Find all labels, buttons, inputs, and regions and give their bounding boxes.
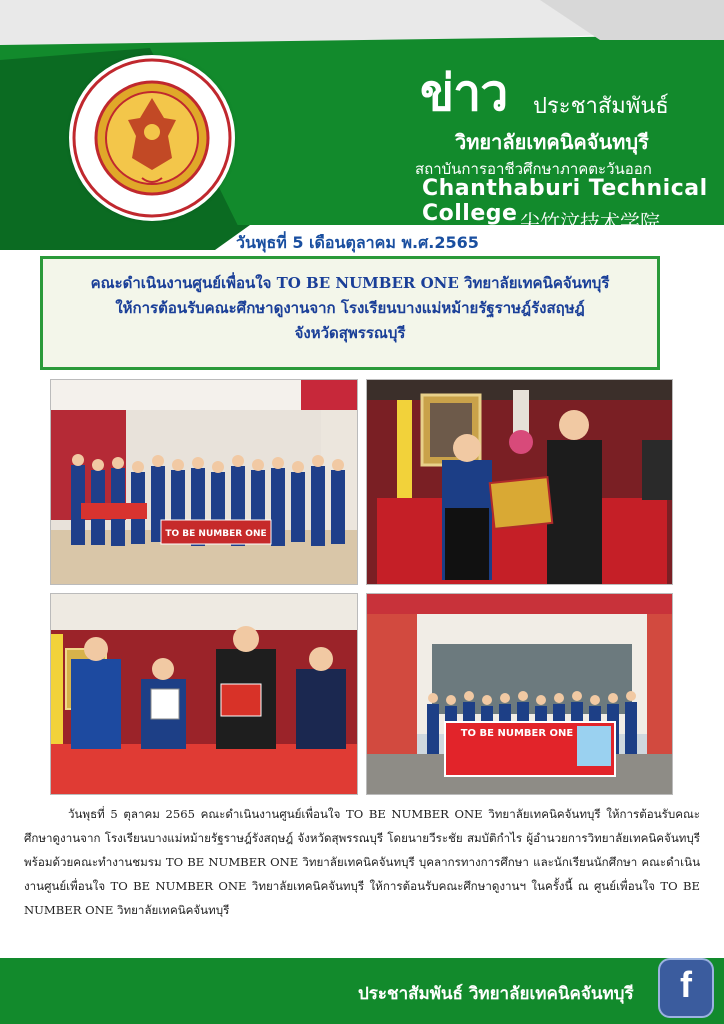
photo-mou-signing — [51, 594, 357, 794]
headline-line-1: คณะดำเนินงานศูนย์เพื่อนใจ TO BE NUMBER ONE วิทยาลัยเทคนิคจันทบุรี — [90, 274, 610, 292]
headline-box — [40, 256, 660, 370]
institute-name: สถาบันการอาชีวศึกษาภาคตะวันออก — [415, 160, 652, 178]
photo-1-banner: TO BE NUMBER ONE — [165, 529, 267, 539]
photo-4-banner: TO BE NUMBER ONE — [460, 728, 574, 739]
facebook-icon[interactable] — [660, 960, 712, 1016]
facebook-glyph: f — [680, 964, 692, 1005]
headline-line-3: จังหวัดสุพรรณบุรี — [294, 324, 406, 342]
photo-group-outdoor — [367, 594, 672, 794]
photo-group-indoor — [51, 380, 357, 584]
college-name-cn: 尖竹汶技术学院 — [520, 210, 660, 234]
college-name-en: Chanthaburi Technical College — [422, 176, 708, 226]
news-body-paragraph: วันพุธที่ 5 ตุลาคม 2565 คณะดำเนินงานศูนย์เพื่อนใจ TO BE NUMBER ONE วิทยาลัยเทคนิคจันทบุรี ให้การต้อนรับคณะศึกษาดูงานจาก โรงเรียนบางแม่หม้ายรัฐราษฎ์รังสฤษฎ์ จังหวัดสุพรรณบุรี โดยนายวีระชัย สมบัติกำไร ผู้อำนวยการวิทยาลัยเทคนิคจันทบุรี พร้อมด้วยคณะทำงานชมรม TO BE NUMBER ONE วิทยาลัยเทคนิคจันทบุรี บุคลากรทางการศึกษา และนักเรียนนักศึกษา คณะดำเนินงานศูนย์เพื่อนใจ TO BE NUMBER ONE วิทยาลัยเทคนิคจันทบุรี ให้การต้อนรับคณะศึกษาดูงานฯ ในครั้งนี้ ณ ศูนย์เพื่อนใจ TO BE NUMBER ONE วิทยาลัยเทคนิคจันทบุรี — [24, 807, 700, 917]
photo-certificate-handover — [367, 380, 672, 584]
pr-title: ประชาสัมพันธ์ — [533, 94, 669, 119]
news-title: ข่าว — [420, 64, 508, 122]
college-logo — [72, 58, 232, 218]
publish-date: วันพุธที่ 5 เดือนตุลาคม พ.ศ.2565 — [236, 233, 479, 252]
headline-line-2: ให้การต้อนรับคณะศึกษาดูงานจาก โรงเรียนบางแม่หม้ายรัฐราษฎ์รังสฤษฎ์ — [115, 299, 585, 317]
college-name-th: วิทยาลัยเทคนิคจันทบุรี — [455, 130, 649, 154]
footer-pr-label: ประชาสัมพันธ์ วิทยาลัยเทคนิคจันทบุรี — [358, 984, 634, 1004]
